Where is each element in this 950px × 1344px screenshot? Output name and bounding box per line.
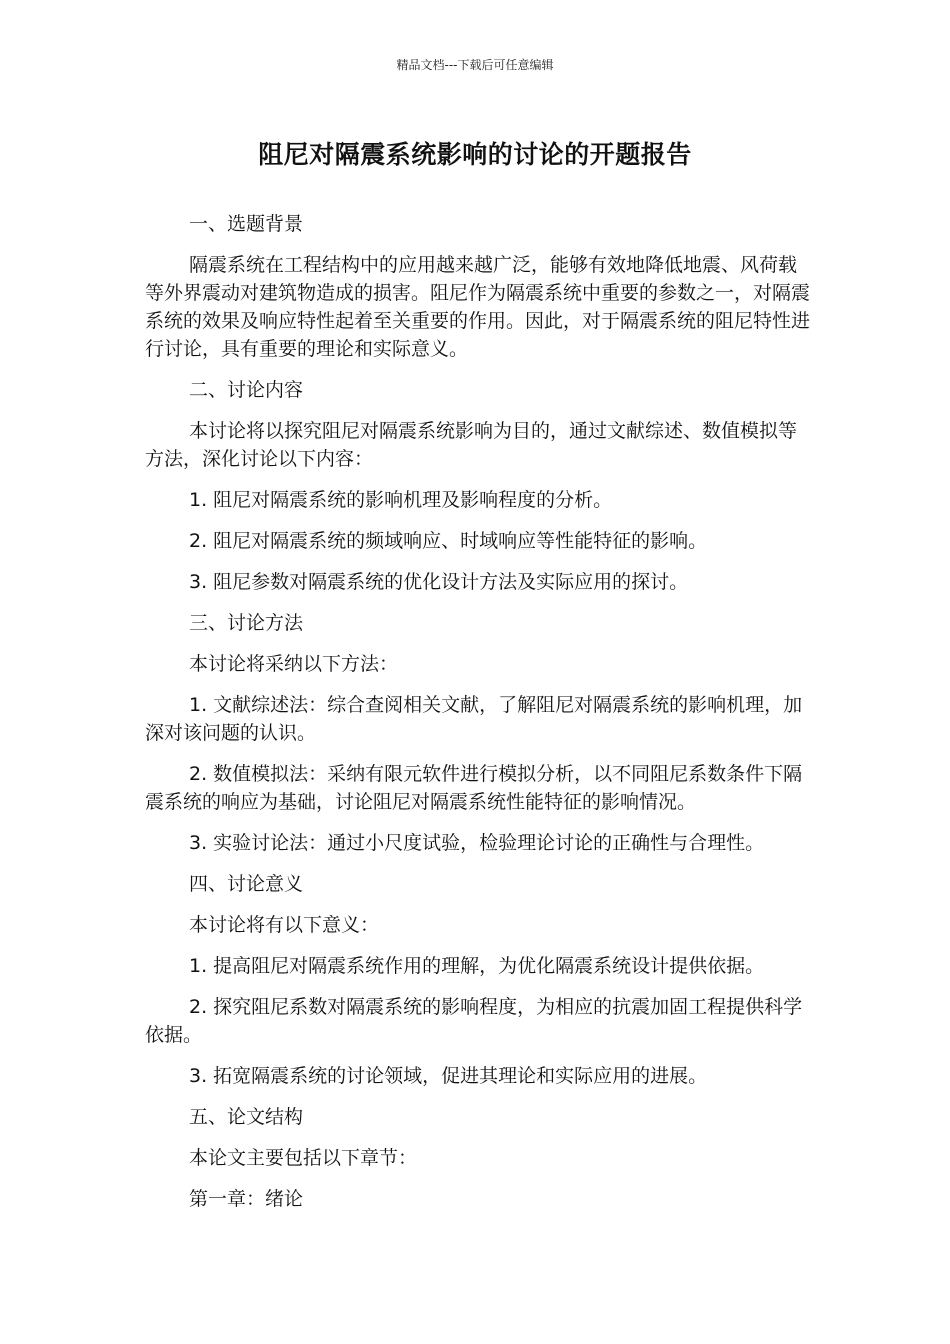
document-body xyxy=(145,210,815,1226)
section-heading-methods: 三、讨论方法 xyxy=(189,612,304,634)
section-heading-content: 二、讨论内容 xyxy=(189,379,304,401)
document-title: 阻尼对隔震系统影响的讨论的开题报告 xyxy=(258,140,692,169)
paragraph-methods-intro: 本讨论将采纳以下方法： xyxy=(189,653,399,675)
method-item-2: 2. 数值模拟法：采纳有限元软件进行模拟分析，以不同阻尼系数条件下隔震系统的响应为基础，讨论阻尼对隔震系统性能特征的影响情况。 xyxy=(145,763,803,813)
significance-item-1: 1. 提高阻尼对隔震系统作用的理解，为优化隔震系统设计提供依据。 xyxy=(189,955,765,977)
significance-item-3: 3. 拓宽隔震系统的讨论领域，促进其理论和实际应用的进展。 xyxy=(189,1065,708,1087)
section-heading-significance: 四、讨论意义 xyxy=(189,873,304,895)
content-item-1: 1. 阻尼对隔震系统的影响机理及影响程度的分析。 xyxy=(189,489,613,511)
paragraph-background: 隔震系统在工程结构中的应用越来越广泛，能够有效地降低地震、风荷载等外界震动对建筑物造成的损害。阻尼作为隔震系统中重要的参数之一，对隔震系统的效果及响应特性起着至关重要的作用。因此，对于隔震系统的阻尼特性进行讨论，具有重要的理论和实际意义。 xyxy=(145,254,811,360)
paragraph-structure-intro: 本论文主要包括以下章节： xyxy=(189,1147,418,1169)
method-item-3: 3. 实验讨论法：通过小尺度试验，检验理论讨论的正确性与合理性。 xyxy=(189,832,765,854)
paragraph-significance-intro: 本讨论将有以下意义： xyxy=(189,914,380,936)
significance-item-2: 2. 探究阻尼系数对隔震系统的影响程度，为相应的抗震加固工程提供科学依据。 xyxy=(145,996,803,1046)
section-heading-structure: 五、论文结构 xyxy=(189,1106,304,1128)
content-item-2: 2. 阻尼对隔震系统的频域响应、时域响应等性能特征的影响。 xyxy=(189,530,708,552)
section-heading-background: 一、选题背景 xyxy=(189,213,304,235)
header-note: 精品文档---下载后可任意编辑 xyxy=(396,58,554,72)
method-item-1: 1. 文献综述法：综合查阅相关文献，了解阻尼对隔震系统的影响机理，加深对该问题的认识。 xyxy=(145,694,803,744)
chapter-item-1: 第一章：绪论 xyxy=(189,1188,304,1210)
content-item-3: 3. 阻尼参数对隔震系统的优化设计方法及实际应用的探讨。 xyxy=(189,571,689,593)
paragraph-content-intro: 本讨论将以探究阻尼对隔震系统影响为目的，通过文献综述、数值模拟等方法，深化讨论以下内容： xyxy=(145,420,798,470)
